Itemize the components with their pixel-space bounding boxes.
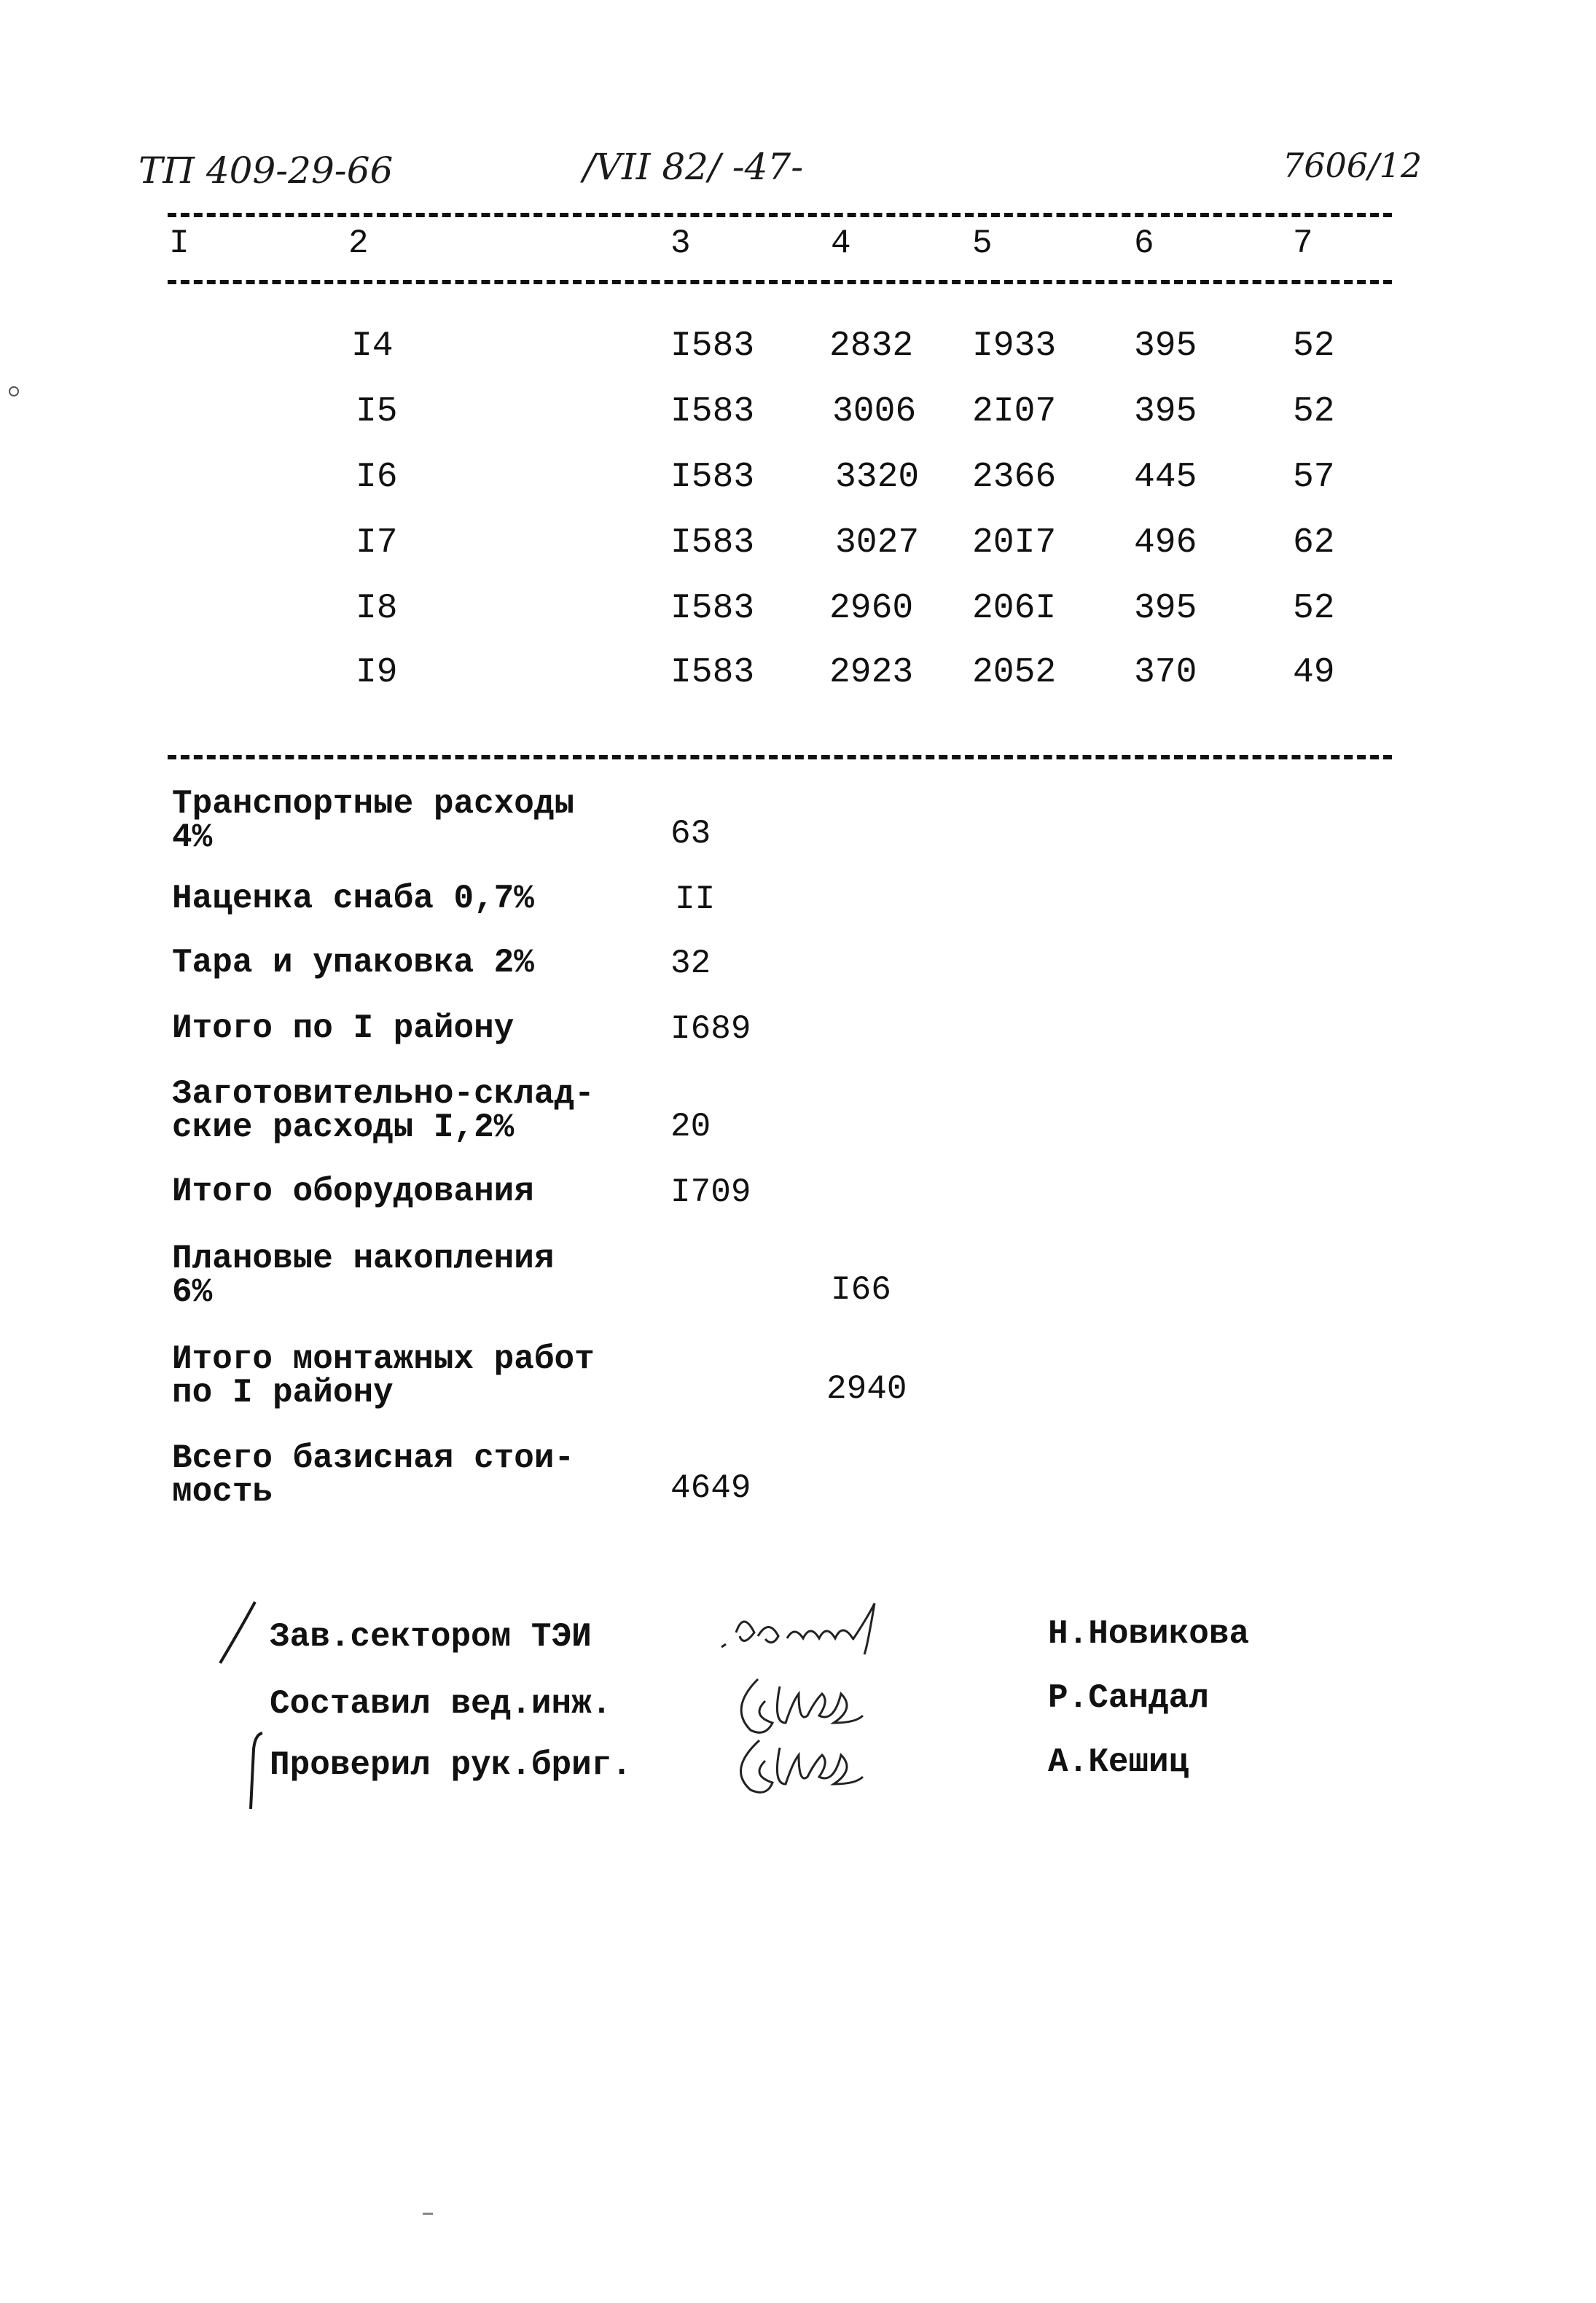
row-number: I9	[356, 653, 398, 692]
summary-label-line: Всего базисная стои-	[172, 1439, 575, 1477]
document-code: ТП 409-29-66	[138, 149, 394, 192]
table-cell: I583	[670, 523, 755, 563]
signature-role-compiler: Составил вед.инж.	[270, 1685, 612, 1723]
column-header-6: 6	[1134, 224, 1154, 262]
table-cell: I933	[972, 327, 1057, 366]
summary-label-total-mounting	[172, 1340, 595, 1412]
sheet-reference: /VII 82/ -47-	[583, 146, 804, 188]
summary-label-planned	[172, 1242, 555, 1309]
table-cell: I583	[670, 589, 755, 628]
table-cell: 2I07	[972, 392, 1057, 431]
table-cell: 370	[1134, 653, 1197, 692]
summary-label-packing: Тара и упаковка 2%	[172, 944, 534, 982]
table-cell: 3320	[835, 458, 920, 497]
table-cell: I583	[670, 327, 755, 366]
summary-value-packing: 32	[670, 945, 711, 982]
row-number: I6	[356, 458, 398, 497]
column-header-4: 4	[831, 224, 851, 262]
summary-value-total-base: 4649	[670, 1469, 751, 1507]
table-cell: 20I7	[972, 523, 1057, 563]
table-cell: 3006	[832, 392, 917, 431]
header-rule	[168, 280, 1392, 284]
table-cell: 445	[1134, 458, 1197, 497]
signature-role-checker: Проверил рук.бриг.	[270, 1746, 632, 1784]
table-cell: 2052	[972, 653, 1057, 692]
table-cell: 57	[1293, 458, 1335, 497]
table-cell: 3027	[835, 523, 920, 563]
summary-value-total-equipment: I709	[670, 1173, 751, 1211]
column-header-2: 2	[348, 224, 369, 262]
summary-label-line: Заготовительно-склад-	[172, 1075, 595, 1113]
scan-speck	[423, 2213, 433, 2215]
signature-name-compiler: Р.Сандал	[1048, 1679, 1209, 1717]
summary-label-line: мость	[172, 1473, 273, 1511]
summary-label-transport	[172, 787, 574, 854]
table-cell: 2832	[829, 327, 914, 366]
summary-value-markup: II	[675, 880, 716, 918]
table-bottom-rule	[168, 755, 1392, 759]
archive-number: 7606/12	[1283, 146, 1423, 185]
summary-value-procurement: 20	[670, 1108, 711, 1146]
summary-label-markup: Наценка снаба 0,7%	[172, 880, 534, 918]
summary-label-line: Итого монтажных работ	[172, 1340, 595, 1378]
table-cell: 496	[1134, 523, 1197, 563]
summary-value-total-region: I689	[670, 1010, 751, 1048]
row-number: I4	[351, 327, 394, 366]
top-rule	[168, 213, 1392, 217]
row-number: I5	[356, 392, 398, 431]
table-cell: I583	[670, 458, 755, 497]
table-cell: 52	[1293, 589, 1335, 628]
table-cell: 2366	[972, 458, 1057, 497]
summary-label-line: ские расходы I,2%	[172, 1109, 515, 1146]
summary-label-line: Транспортные расходы	[172, 785, 575, 823]
signature-role-head: Зав.сектором ТЭИ	[270, 1618, 592, 1656]
summary-label-line: 6%	[172, 1273, 213, 1311]
column-header-1: I	[169, 224, 189, 262]
table-cell: 2960	[829, 589, 914, 628]
signature-name-head: Н.Новикова	[1048, 1615, 1250, 1653]
table-cell: 2923	[829, 653, 914, 692]
summary-label-line: Плановые накопления	[172, 1240, 555, 1278]
summary-label-procurement	[172, 1077, 595, 1144]
column-header-3: 3	[670, 224, 691, 262]
row-number: I7	[356, 523, 398, 563]
handwritten-signature	[714, 1596, 947, 1662]
table-cell: I583	[670, 653, 755, 692]
summary-value-planned: I66	[831, 1271, 891, 1309]
signature-name-checker: А.Кешиц	[1048, 1743, 1189, 1781]
row-number: I8	[356, 589, 398, 628]
table-cell: 395	[1134, 589, 1197, 628]
summary-label-line: по I району	[172, 1374, 394, 1412]
bracket-mark	[240, 1727, 270, 1815]
table-cell: 395	[1134, 327, 1197, 366]
scan-speck	[9, 386, 19, 396]
column-header-5: 5	[972, 224, 993, 262]
table-cell: I583	[670, 392, 755, 431]
column-header-7: 7	[1293, 224, 1313, 262]
table-cell: 62	[1293, 523, 1335, 563]
summary-label-total-equipment: Итого оборудования	[172, 1173, 534, 1211]
summary-label-total-base	[172, 1439, 575, 1511]
handwritten-signature	[729, 1724, 889, 1805]
table-cell: 52	[1293, 327, 1335, 366]
table-cell: 49	[1293, 653, 1335, 692]
summary-label-line: 4%	[172, 818, 213, 856]
table-cell: 395	[1134, 392, 1197, 431]
summary-value-total-mounting: 2940	[826, 1370, 907, 1408]
table-cell: 206I	[972, 589, 1057, 628]
summary-value-transport: 63	[670, 815, 711, 853]
slash-mark	[211, 1596, 270, 1669]
table-cell: 52	[1293, 392, 1335, 431]
summary-label-total-region: Итого по I району	[172, 1009, 515, 1047]
